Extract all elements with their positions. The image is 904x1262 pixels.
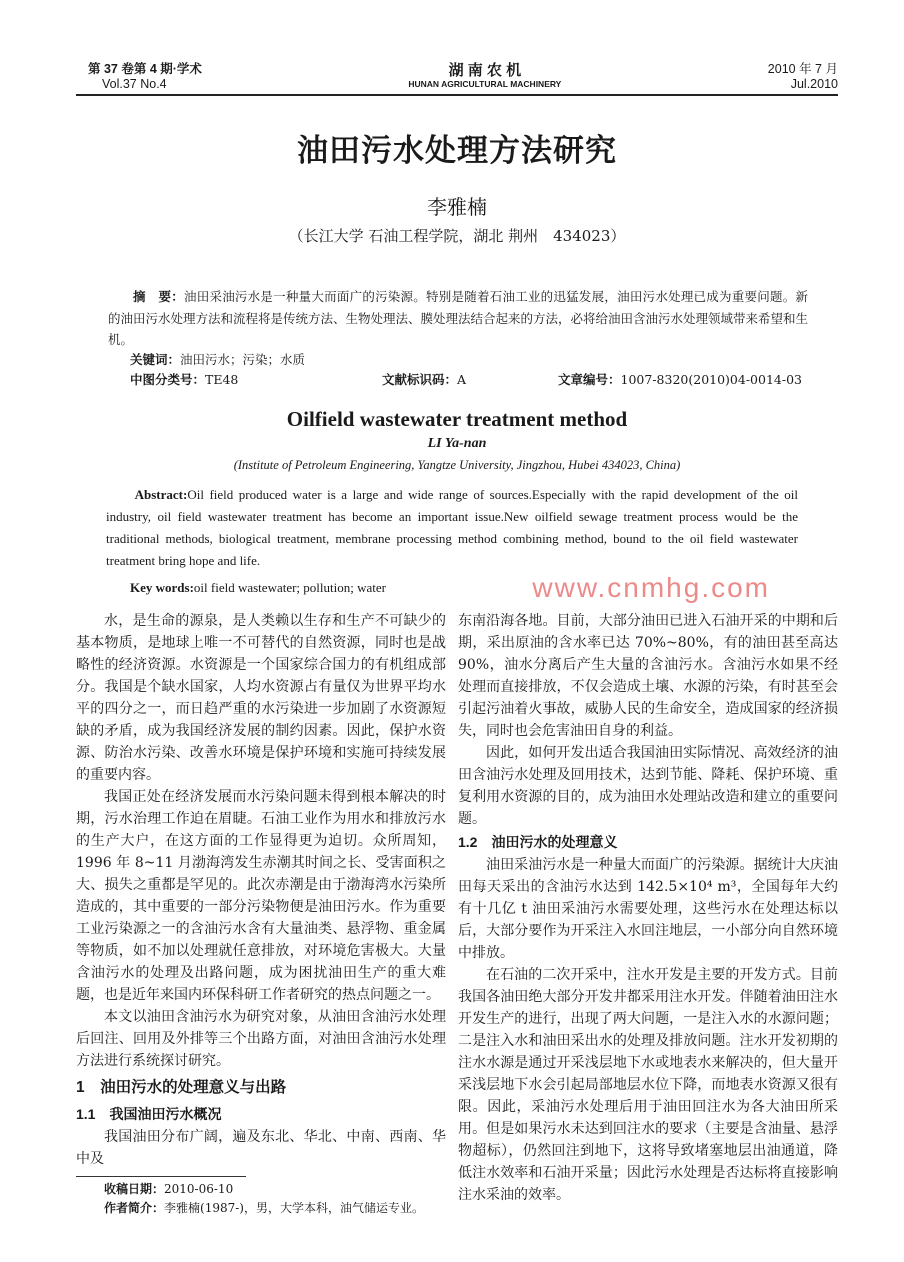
english-abstract-text: Oil field produced water is a large and wide range of sources.Especially with the rapid development of the oil industry, oil field wastewater treatment has become an important issue.New oilfield sewage treatment process would be the traditional methods, biological treatment, membrane processing method combining method, bound to the oil field wastewater treatment bring hope and life. (106, 487, 798, 568)
english-keywords (130, 577, 386, 599)
english-keywords-text: oil field wastewater; pollution; water (193, 580, 386, 595)
doc-code-label: 文献标识码： (382, 373, 458, 387)
abstract-text: 油田采油污水是一种量大而面广的污染源。特别是随着石油工业的迅猛发展，油田污水处理已成为重要问题。新的油田污水处理方法和流程将是传统方法、生物处理法、膜处理法结合起来的方法，必将给油田含油污水处理领域带来希望和生机。 (108, 289, 809, 347)
issue-info (76, 62, 202, 92)
header-rule (76, 94, 838, 96)
english-institute: (Institute of Petroleum Engineering, Yangtze University, Jingzhou, Hubei 434023, China) (233, 458, 681, 472)
english-abstract (106, 484, 798, 572)
running-header (76, 62, 838, 92)
document-code (382, 370, 558, 390)
english-abstract-label: Abstract: (134, 487, 188, 502)
english-title: Oilfield wastewater treatment method (286, 407, 628, 431)
issue-en: Vol.37 No.4 (102, 77, 167, 91)
bio-label: 作者简介： (104, 1201, 165, 1215)
footnote-rule (76, 1176, 246, 1177)
journal-name-en: HUNAN AGRICULTURAL MACHINERY (408, 79, 562, 89)
keywords-label: 关键词： (130, 353, 181, 367)
keywords-cn (130, 350, 838, 370)
keywords-text: 油田污水；污染；水质 (180, 352, 306, 367)
classification-row (130, 370, 838, 390)
article-no-value: 1007-8320(2010)04-0014-03 (620, 372, 802, 387)
clc-label: 中图分类号： (130, 373, 206, 387)
english-keywords-row (130, 572, 830, 604)
received-label: 收稿日期： (104, 1182, 165, 1196)
clc-number (130, 370, 382, 390)
watermark: www.cnmhg.com (532, 572, 770, 603)
section-heading-1: 1 油田污水的处理意义与出路 (76, 1079, 287, 1096)
paragraph: 我国正处在经济发展而水污染问题未得到根本解决的时期，污水治理工作迫在眉睫。石油工业作为用水和排放污水的生产大户，在这方面的工作显得更为迫切。众所周知，1996 年 8~11 月渤海湾发生赤潮其时间之长、受害面积之大、损失之重都是罕见的。此次赤潮是由于渤海湾水污染所造成的，其中重要的一部分污染物便是油田污水。作为重要工业污染源之一的含油污水含有大量油类、悬浮物、重金属等物质，如不加以处理就任意排放，对环境危害极大。大量含油污水的处理及出路问题，成为困扰油田生产的重大难题，也是近年来国内环保科研工作者研究的热点问题之一。 (76, 789, 446, 1003)
doc-code-value: A (457, 372, 467, 387)
english-keywords-label: Key words: (130, 580, 194, 595)
date-en: Jul.2010 (790, 77, 838, 91)
footnotes (76, 1170, 446, 1218)
footnote-received (76, 1180, 446, 1199)
abstract-label: 摘 要： (133, 290, 184, 304)
paragraph: 我国油田分布广阔，遍及东北、华北、中南、西南、华中及 (76, 1129, 446, 1167)
issue-cn: 第 37 卷第 4 期·学术 (88, 62, 202, 76)
bio-text: 李雅楠(1987-)，男，大学本科，油气储运专业。 (164, 1201, 424, 1215)
abstract-cn (108, 286, 808, 350)
date-info (768, 62, 838, 92)
paragraph: 在石油的二次开采中，注水开发是主要的开发方式。目前我国各油田绝大部分开发井都采用注水开发。伴随着油田注水开发生产的进行，出现了两大问题，一是注入水的水源问题；二是注入水和油田采出水的处理及排放问题。注水开发初期的注水水源是通过开采浅层地下水或地表水来解决的，但大量开采浅层地下水会引起局部地层水位下降，而地表水资源又很有限。因此，采油污水处理后用于油田回注水为各大油田所采用。但是如果污水未达到回注水的要求（主要是含油量、悬浮物超标），仍然回注到地下，这将导致堵塞地层出油通道，降低注水效率和石油开采量；因此污水处理是否达标将直接影响注水采油的效率。 (458, 967, 838, 1203)
section-heading-1-1: 1.1 我国油田污水概况 (76, 1106, 222, 1122)
date-cn: 2010 年 7 月 (767, 62, 838, 76)
body-left-column (76, 610, 446, 1218)
body-columns (76, 610, 838, 1218)
paper-title: 油田污水处理方法研究 (297, 133, 617, 169)
affiliation: （长江大学 石油工程学院，湖北 荆州 434023） (288, 227, 626, 245)
section-heading-1-2: 1.2 油田污水的处理意义 (458, 834, 618, 850)
footnote-bio (76, 1199, 446, 1218)
received-date: 2010-06-10 (164, 1182, 234, 1196)
paragraph: 本文以油田含油污水为研究对象，从油田含油污水处理后回注、回用及外排等三个出路方面，对油田含油污水处理方法进行系统探讨研究。 (76, 1009, 446, 1069)
body-right-column (458, 610, 838, 1218)
clc-value: TE48 (205, 372, 239, 387)
paragraph: 水，是生命的源泉，是人类赖以生存和生产不可缺少的基本物质，是地球上唯一不可替代的自然资源，同时也是战略性的经济资源。水资源是一个国家综合国力的有机组成部分。我国是个缺水国家，人均水资源占有量仅为世界平均水平的四分之一，而日趋严重的水污染进一步加剧了水资源短缺的矛盾，成为我国经济发展的制约因素。因此，保护水资源、防治水污染、改善水环境是保护环境和实施可持续发展的重要内容。 (76, 613, 446, 783)
author-name: 李雅楠 (427, 195, 487, 219)
paragraph: 油田采油污水是一种量大而面广的污染源。据统计大庆油田每天采出的含油污水达到 142.5×10⁴ m³，全国每年大约有十几亿 t 油田采油污水需要处理，这些污水在处理达标以后，大部分要作为开采注入水回注地层，一小部分向自然环境中排放。 (458, 857, 838, 961)
paragraph: 因此，如何开发出适合我国油田实际情况、高效经济的油田含油污水处理及回用技术，达到节能、降耗、保护环境、重复利用水资源的目的，成为油田水处理站改造和建立的重要问题。 (458, 745, 838, 827)
article-number (558, 370, 802, 390)
english-author: LI Ya-nan (427, 436, 487, 451)
paragraph: 东南沿海各地。目前，大部分油田已进入石油开采的中期和后期，采出原油的含水率已达 70%~80%，有的油田甚至高达 90%，油水分离后产生大量的含油污水。含油污水如果不经处理而直接排放，不仅会造成土壤、水源的污染，有时甚至会引起污油着火事故，威胁人民的生命安全，造成国家的经济损失，同时也会危害油田自身的利益。 (458, 613, 838, 739)
journal-name-cn: 湖 南 农 机 (448, 62, 522, 79)
article-no-label: 文章编号： (558, 373, 621, 387)
journal-info (408, 62, 561, 90)
